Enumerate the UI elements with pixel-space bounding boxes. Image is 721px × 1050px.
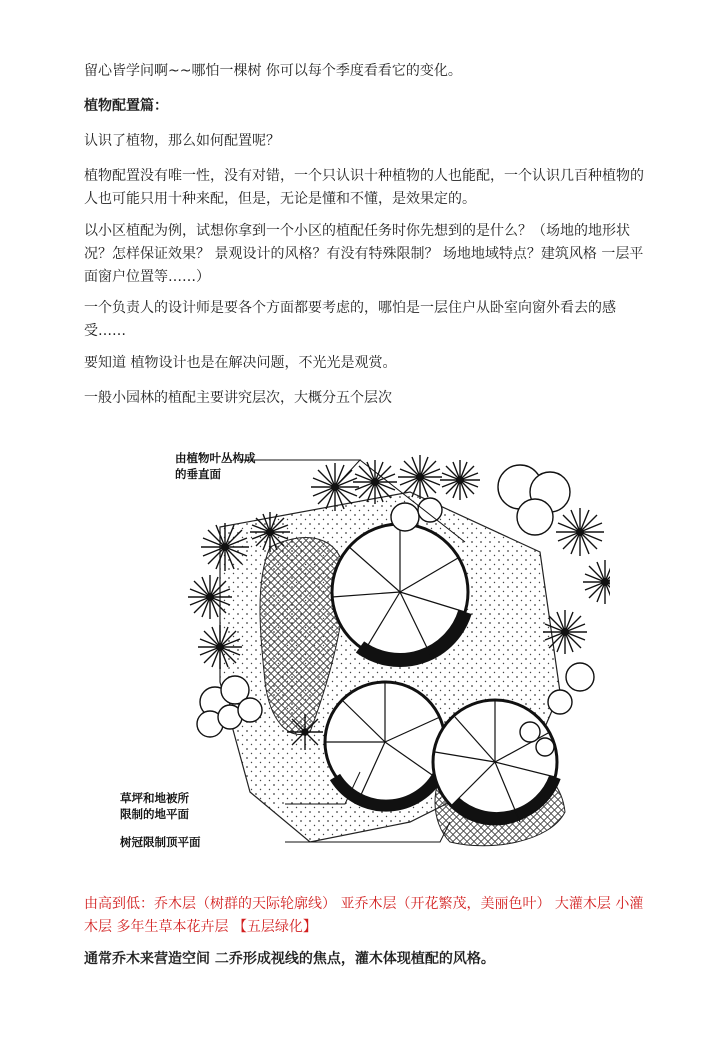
canopy-tree-bottom-right — [433, 700, 557, 824]
canopy-tree-top — [332, 524, 468, 660]
paragraph-question: 认识了植物，那么如何配置呢？ — [84, 133, 280, 149]
label-ground-plane-line1: 草坪和地被所 — [120, 791, 189, 805]
section-heading: 植物配置篇： — [84, 98, 168, 114]
planting-plan-illustration — [110, 432, 610, 862]
paragraph-conclusion: 通常乔木来营造空间 二乔形成视线的焦点，灌木体现植配的风格。 — [84, 951, 495, 967]
paragraph-layers: 一般小园林的植配主要讲究层次，大概分五个层次 — [84, 390, 392, 406]
paragraph-responsibility: 一个负责人的设计师是要各个方面都要考虑的，哪怕是一层住户从卧室向窗外看去的感受…… — [84, 300, 616, 339]
canopy-tree-bottom-left — [325, 682, 445, 806]
label-vertical-plane-line1: 由植物叶丛构成 — [175, 451, 256, 465]
paragraph-problem-solving: 要知道 植物设计也是在解决问题，不光光是观赏。 — [84, 355, 397, 371]
label-vertical-plane-line2: 的垂直面 — [175, 467, 221, 481]
label-ground-plane-line2: 限制的地平面 — [120, 807, 189, 821]
label-canopy-plane: 树冠限制顶平面 — [120, 835, 201, 849]
paragraph-uniqueness: 植物配置没有唯一性，没有对错，一个只认识十种植物的人也能配，一个认识几百种植物的人也可能只用十种来配，但是，无论是懂和不懂，是效果定的。 — [84, 168, 644, 207]
paragraph-intro: 留心皆学问啊~~哪怕一棵树 你可以每个季度看看它的变化。 — [84, 63, 462, 79]
paragraph-example: 以小区植配为例，试想你拿到一个小区的植配任务时你先想到的是什么？（场地的地形状况？怎样保证效果？ 景观设计的风格？有没有特殊限制？ 场地地域特点？建筑风格 一层平面窗户位置等……） — [84, 223, 644, 285]
paragraph-five-layers: 由高到低：乔木层（树群的天际轮廓线） 亚乔木层（开花繁茂，美丽色叶） 大灌木层 小灌木层 多年生草本花卉层 【五层绿化】 — [84, 896, 644, 935]
